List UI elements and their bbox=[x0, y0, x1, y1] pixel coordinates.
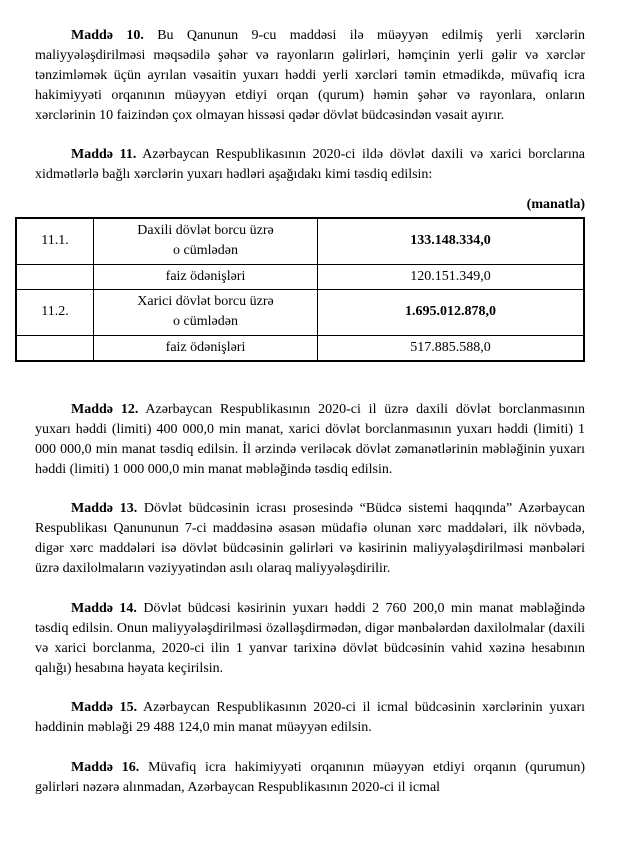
table-row bbox=[16, 218, 584, 264]
article-12-label: Maddə 12. bbox=[71, 401, 139, 417]
article-14-label: Maddə 14. bbox=[71, 600, 137, 616]
article-12 bbox=[35, 400, 585, 480]
row-label bbox=[94, 218, 318, 264]
article-15-label: Maddə 15. bbox=[71, 700, 138, 716]
currency-note: (manatla) bbox=[526, 197, 585, 213]
table-row bbox=[16, 290, 584, 336]
table-row bbox=[16, 264, 584, 289]
article-15-text: Azərbaycan Respublikasının 2020-ci il icmal büdcəsinin xərclərinin yuxarı həddinin məbləği 29 488 124,0 min manat müəyyən edilsin. bbox=[35, 700, 586, 736]
article-10-label: Maddə 10. bbox=[71, 28, 144, 43]
article-13-label: Maddə 13. bbox=[71, 501, 138, 517]
article-14-text: Dövlət büdcəsi kəsirinin yuxarı həddi 2 760 200,0 min manat məbləğində təsdiq edilsin. Onun maliyyələşdirilməsi özəlləşdirmədən, digər mənbələrdən daxilolmalar (daxili və xarici borclanma, 2020-ci ilin 1 yanvar tarixinə dövlət büdcəsinin vahid xəzinə hesabının qalığı) hesabına həyata keçirilsin. bbox=[35, 600, 586, 676]
row-label-line: o cümlədən bbox=[173, 314, 238, 330]
row-label-line: faiz ödənişləri bbox=[165, 268, 246, 284]
row-number bbox=[16, 264, 94, 289]
article-12-text: Azərbaycan Respublikasının 2020-ci il üzrə daxili dövlət borclanmasının yuxarı həddi (limiti) 400 000,0 min manat, xarici dövlət borclanmasının yuxarı həddi (limiti) 1 000 000,0 min manat təsdiq edilsin. İl ərzində veriləcək dövlət zəmanətlərinin məbləğinin yuxarı həddi (limiti) 1 000 000,0 min manat məbləğində təsdiq edilsin. bbox=[35, 401, 586, 477]
row-label bbox=[94, 264, 318, 289]
row-label-line: Daxili dövlət borcu üzrə bbox=[137, 223, 274, 239]
article-16-text: Müvafiq icra hakimiyyəti orqanının müəyyən etdiyi orqanın (qurumun) gəlirləri nəzərə alınmadan, Azərbaycan Respublikasının 2020-ci il icmal bbox=[35, 760, 586, 796]
row-label bbox=[94, 290, 318, 336]
row-label-line: Xarici dövlət borcu üzrə bbox=[137, 294, 274, 310]
article-10-text: Bu Qanunun 9-cu maddəsi ilə müəyyən edilmiş yerli xərclərin maliyyələşdirilməsi məqsədilə şəhər və rayonların gəlirləri, həmçinin yerli gəlir və xərclər tənzimləmək üçün ayrılan vəsaitin yuxarı həddi yerli xərcləri təmin etmədikdə, müvafiq icra hakimiyyəti orqanının müəyyən etdiyi orqan (qurum) həmin şəhər və rayonlara, onların xərclərinin 10 faizindən çox olmayan hissəsi qədər dövlət büdcəsindən vəsait ayırır. bbox=[35, 28, 586, 123]
row-label-line: faiz ödənişləri bbox=[165, 339, 246, 355]
article-16-label: Maddə 16. bbox=[71, 760, 140, 776]
row-value: 120.151.349,0 bbox=[318, 264, 585, 289]
article-10 bbox=[35, 26, 585, 125]
row-number: 11.2. bbox=[16, 290, 94, 336]
table-row bbox=[16, 335, 584, 361]
article-14 bbox=[35, 599, 585, 679]
article-13-text: Dövlət büdcəsinin icrası prosesində “Büdcə sistemi haqqında” Azərbaycan Respublikası Qanununun 7-ci maddəsinə əsasən müdafiə olunan xərc maddələri, ilk növbədə, digər xərc maddələri isə dövlət büdcəsinin gəlirləri və kəsirinin maliyyələşdirilməsi mənbələri üzrə daxilolmaların vəziyyətindən asılı olaraq maliyyələşdirilir. bbox=[35, 501, 586, 577]
row-value: 517.885.588,0 bbox=[318, 335, 585, 361]
row-number: 11.1. bbox=[16, 218, 94, 264]
row-value: 133.148.334,0 bbox=[318, 218, 585, 264]
row-number bbox=[16, 335, 94, 361]
row-label bbox=[94, 335, 318, 361]
debt-limits-table bbox=[15, 217, 585, 362]
row-label-line: o cümlədən bbox=[173, 243, 238, 259]
article-13 bbox=[35, 499, 585, 579]
article-11-label: Maddə 11. bbox=[71, 147, 137, 163]
row-value: 1.695.012.878,0 bbox=[318, 290, 585, 336]
article-11-text: Azərbaycan Respublikasının 2020-ci ildə dövlət daxili və xarici borclarına xidmətlərlə bağlı xərclərin yuxarı hədləri aşağıdakı kimi təsdiq edilsin: bbox=[35, 147, 586, 183]
article-11 bbox=[35, 145, 585, 185]
article-15 bbox=[35, 698, 585, 738]
article-16 bbox=[35, 758, 585, 798]
